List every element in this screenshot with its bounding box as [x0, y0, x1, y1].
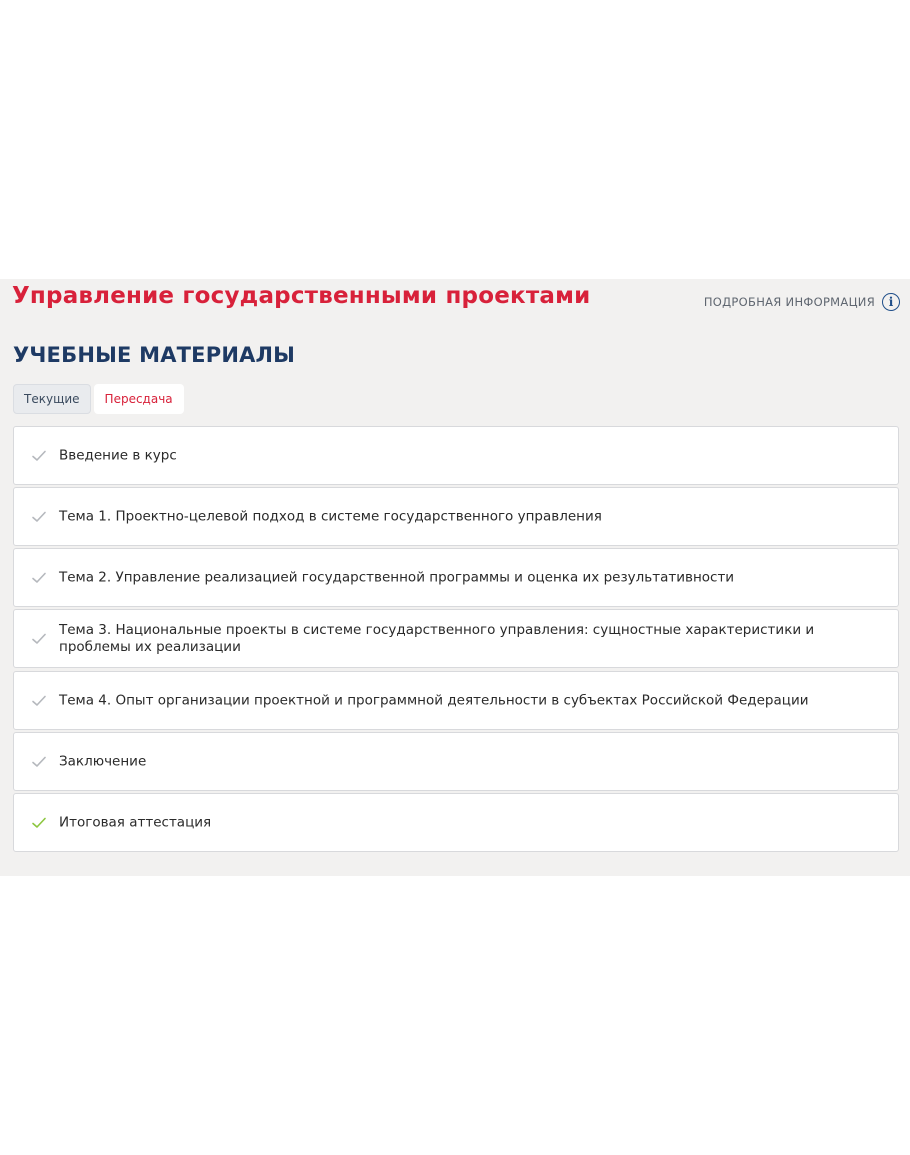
material-tabs [13, 384, 184, 414]
material-item-label: Тема 1. Проектно-целевой подход в системе государственного управления [59, 508, 602, 524]
tab-retake[interactable]: Пересдача [94, 384, 184, 414]
check-icon [31, 815, 47, 831]
material-item-label: Итоговая аттестация [59, 814, 212, 830]
material-item-topic-2[interactable] [13, 548, 899, 607]
check-icon [31, 509, 47, 525]
tab-current[interactable]: Текущие [13, 384, 91, 414]
material-item-label: Тема 4. Опыт организации проектной и программной деятельности в субъектах Российской Федерации [59, 692, 809, 708]
material-item-label: Заключение [59, 753, 147, 769]
material-item-label: Тема 3. Национальные проекты в системе государственного управления: сущностные характеристики и проблемы их реализации [59, 621, 815, 655]
check-icon [31, 448, 47, 464]
material-item-label: Введение в курс [59, 447, 177, 463]
material-item-label: Тема 2. Управление реализацией государственной программы и оценка их результативности [59, 569, 735, 585]
check-icon [31, 693, 47, 709]
material-item-topic-3[interactable] [13, 609, 899, 668]
course-title: Управление государственными проектами [12, 283, 591, 309]
check-icon [31, 631, 47, 647]
course-panel [0, 279, 910, 876]
section-title: УЧЕБНЫЕ МАТЕРИАЛЫ [13, 343, 296, 367]
details-link-label: ПОДРОБНАЯ ИНФОРМАЦИЯ [703, 295, 875, 309]
material-item-topic-4[interactable] [13, 671, 899, 730]
details-link[interactable] [704, 293, 900, 311]
material-item-intro[interactable] [13, 426, 899, 485]
check-icon [31, 570, 47, 586]
material-item-final-exam[interactable] [13, 793, 899, 852]
info-icon: i [882, 293, 900, 311]
material-item-topic-1[interactable] [13, 487, 899, 546]
check-icon [31, 754, 47, 770]
material-item-conclusion[interactable] [13, 732, 899, 791]
